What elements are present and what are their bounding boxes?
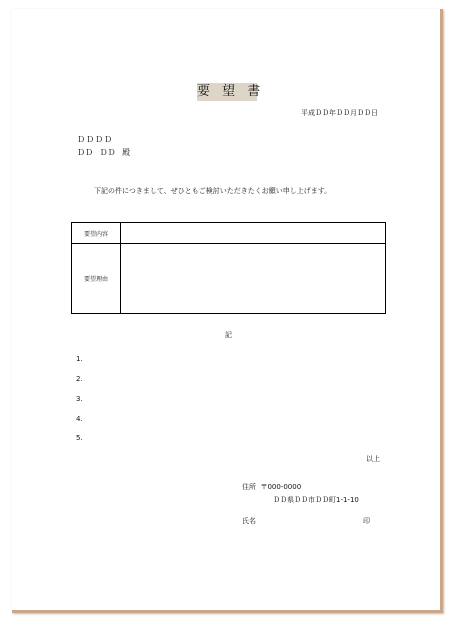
list-item-2: 2. <box>76 375 83 383</box>
request-content-label: 要望内容 <box>72 223 121 244</box>
sender-address-line <box>242 482 301 492</box>
document-page <box>12 9 443 613</box>
address-label: 住所 <box>242 483 256 491</box>
list-item-4: 4. <box>76 415 83 423</box>
recipient-line-1: ＤＤＤＤ <box>77 135 113 144</box>
document-title: 要 望 書 <box>197 84 265 99</box>
request-reason-cell[interactable] <box>121 244 386 314</box>
recipient-line-2: ＤＤ ＤＤ 殿 <box>77 148 131 157</box>
closing-ijo: 以上 <box>366 455 380 463</box>
request-content-row <box>72 223 386 244</box>
name-label: 氏名 <box>242 517 256 525</box>
seal-mark: 印 <box>363 517 370 525</box>
request-reason-label: 要望理由 <box>72 244 121 314</box>
intro-text: 下記の件につきまして、ぜひともご検討いただきたくお願い申し上げます。 <box>94 187 332 195</box>
list-item-1: 1. <box>76 355 83 363</box>
request-reason-row <box>72 244 386 314</box>
sender-address: ＤＤ県ＤＤ市ＤＤ町1-1-10 <box>273 496 359 504</box>
request-content-cell[interactable] <box>121 223 386 244</box>
request-table <box>71 222 386 314</box>
list-item-5: 5. <box>76 434 83 442</box>
document-date: 平成ＤＤ年ＤＤ月ＤＤ日 <box>301 109 378 117</box>
list-item-3: 3. <box>76 395 83 403</box>
postal-code: 〒000-0000 <box>260 483 302 491</box>
ki-heading: 記 <box>225 331 232 339</box>
